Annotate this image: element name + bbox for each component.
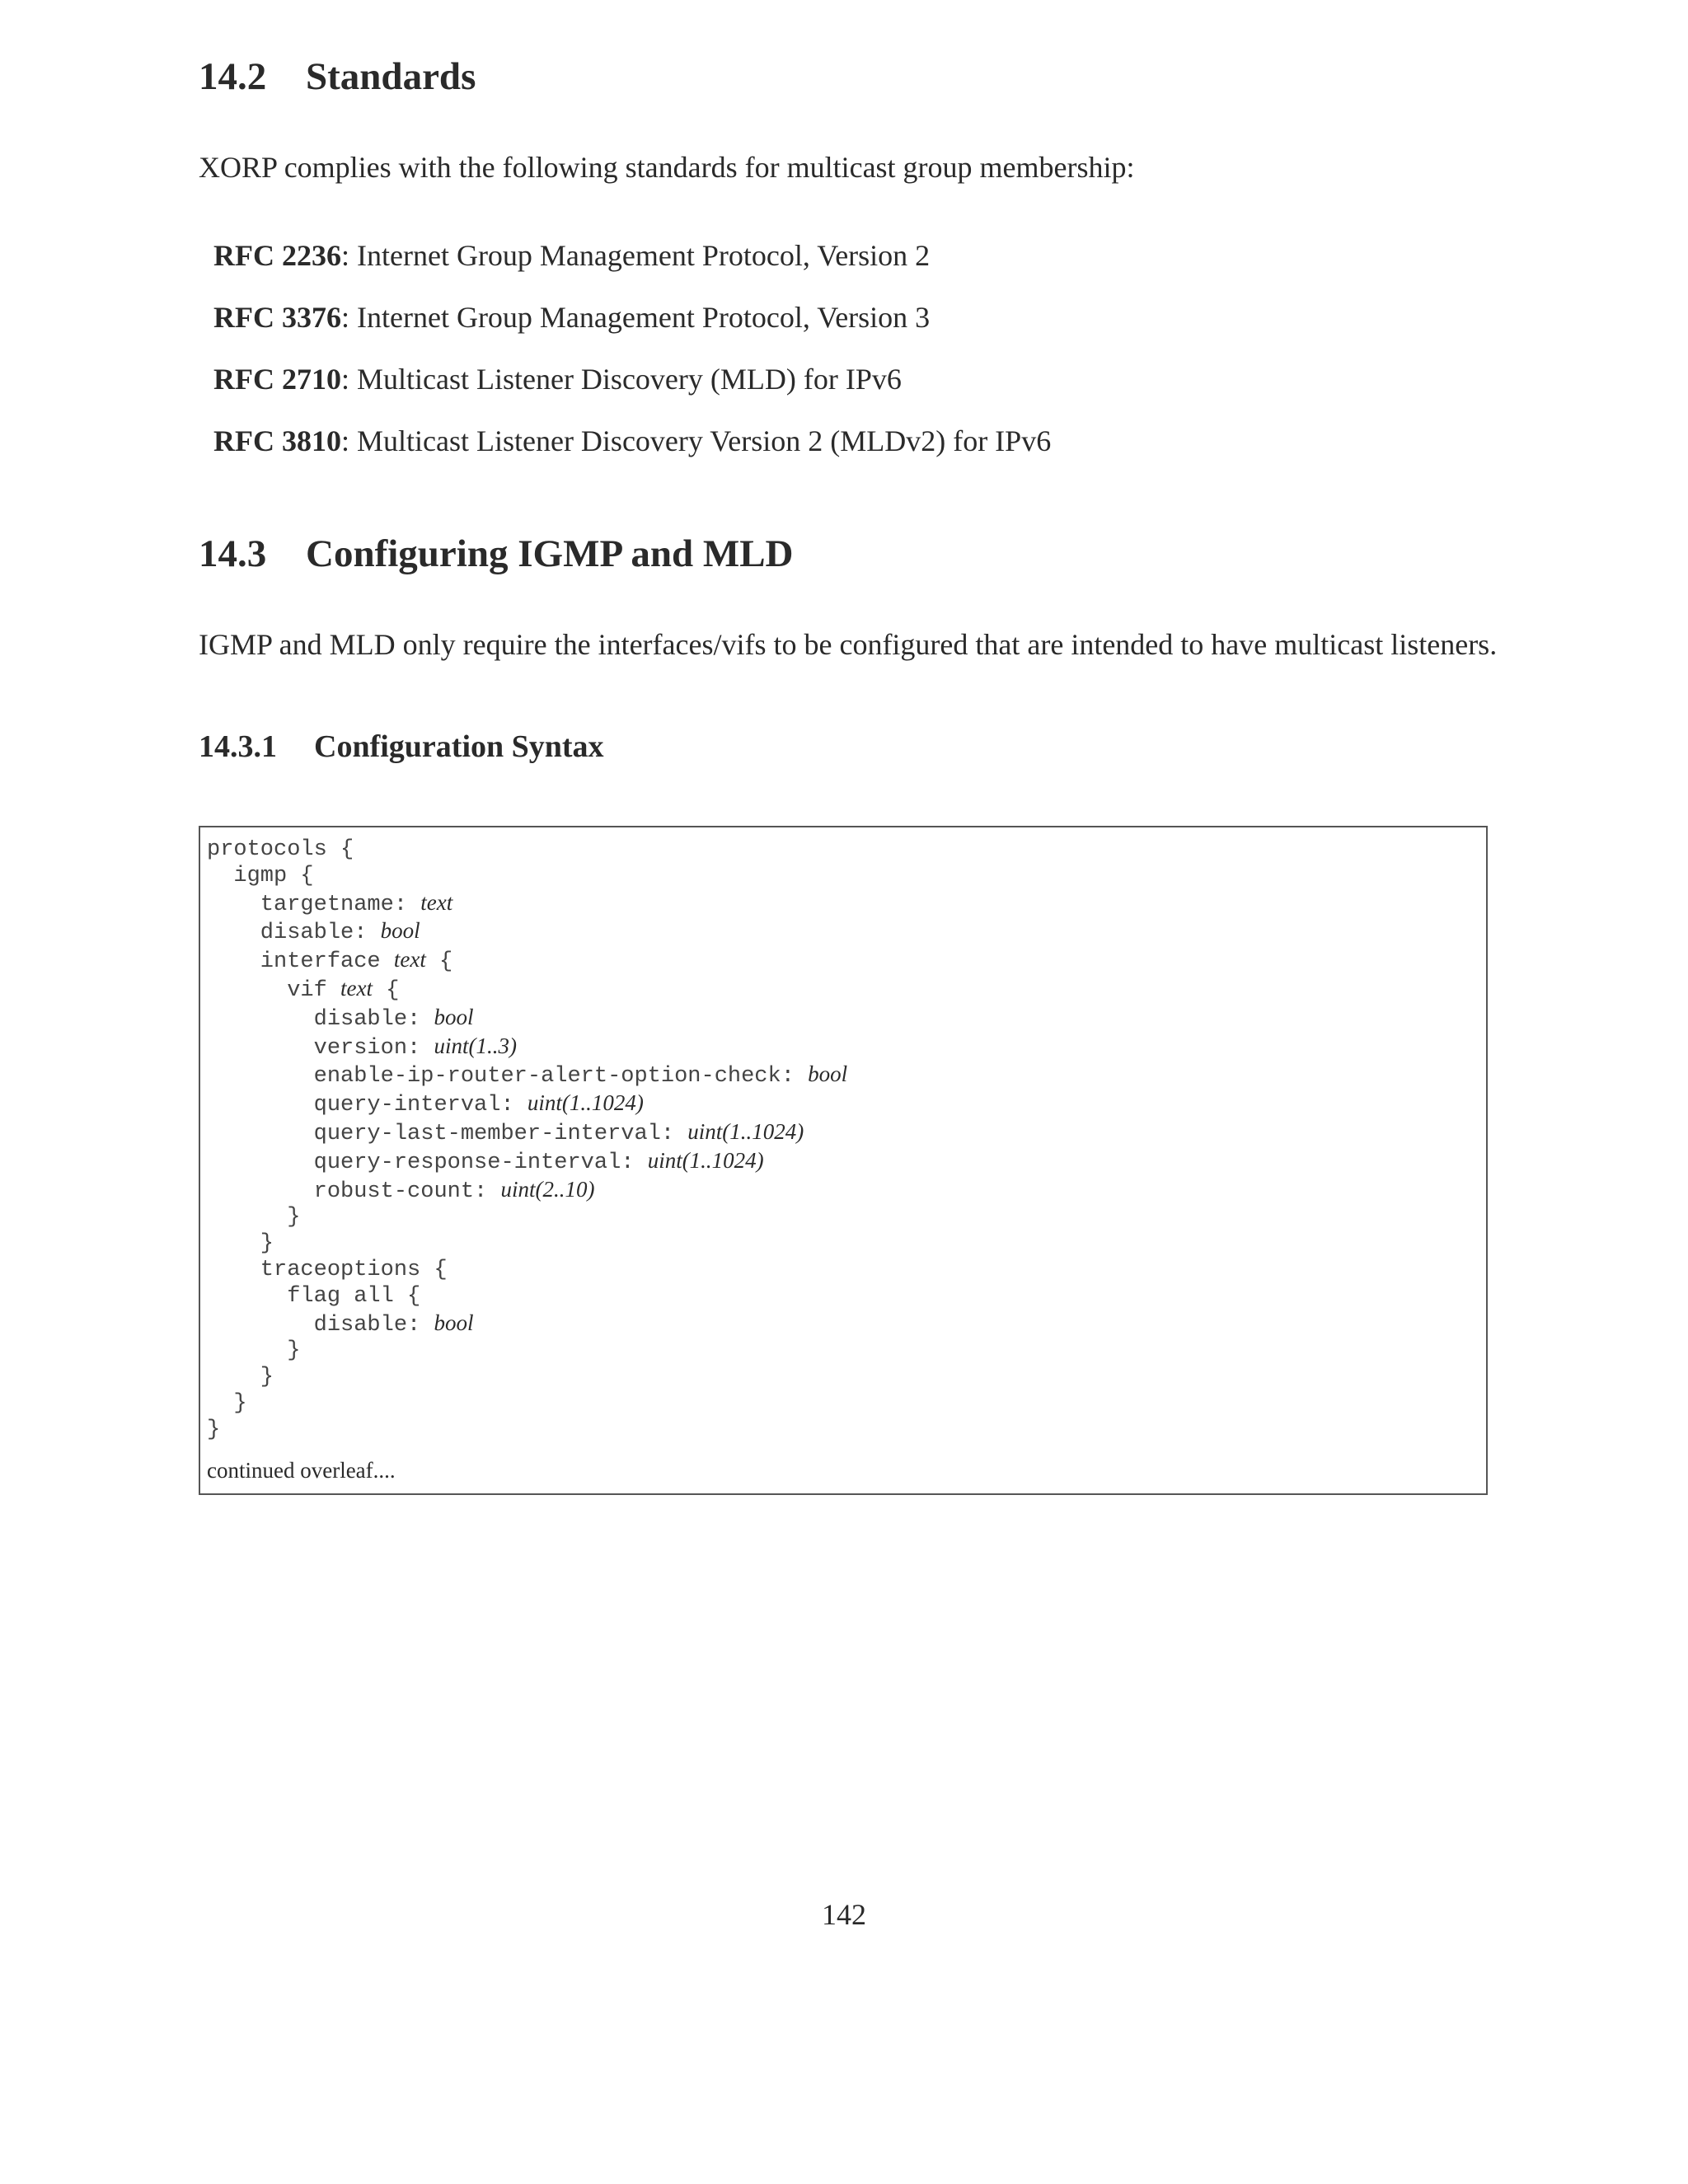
code-brace: { xyxy=(373,977,400,1003)
code-line xyxy=(207,864,847,890)
code-keyword: } xyxy=(207,1390,247,1416)
code-type: uint(2..10) xyxy=(500,1176,595,1202)
section-heading-configuring xyxy=(199,532,794,575)
code-keyword: query-interval: xyxy=(207,1093,528,1118)
code-type: uint(1..1024) xyxy=(527,1090,644,1116)
code-type: text xyxy=(393,947,426,972)
code-type: bool xyxy=(380,918,420,944)
code-keyword: } xyxy=(207,1338,301,1364)
code-line xyxy=(207,1338,847,1365)
code-type: bool xyxy=(434,1004,474,1029)
code-line xyxy=(207,1391,847,1418)
code-keyword: targetname: xyxy=(207,892,421,917)
code-keyword: query-response-interval: xyxy=(207,1150,648,1175)
code-type: uint(1..1024) xyxy=(687,1118,804,1144)
code-type: bool xyxy=(434,1310,474,1335)
code-line xyxy=(207,890,847,919)
config-syntax-box xyxy=(199,826,1488,1495)
code-line xyxy=(207,1148,847,1177)
config-code-block xyxy=(207,837,847,1444)
code-line xyxy=(207,1177,847,1206)
code-type: uint(1..3) xyxy=(434,1033,517,1058)
standard-item xyxy=(213,238,930,274)
code-line xyxy=(207,918,847,947)
code-line xyxy=(207,837,847,864)
code-keyword: disable: xyxy=(207,921,381,946)
code-line xyxy=(207,1284,847,1310)
code-line xyxy=(207,1062,847,1090)
rfc-id: RFC 2710 xyxy=(213,363,341,396)
subsection-number: 14.3.1 xyxy=(199,729,277,764)
code-line xyxy=(207,1418,847,1444)
code-line xyxy=(207,1205,847,1231)
code-keyword: } xyxy=(207,1365,274,1390)
code-line xyxy=(207,947,847,976)
code-brace: { xyxy=(425,949,453,975)
code-type: text xyxy=(340,975,373,1001)
continued-note: continued overleaf.... xyxy=(207,1458,396,1483)
code-line xyxy=(207,1005,847,1033)
code-keyword: } xyxy=(207,1205,301,1230)
code-keyword: vif xyxy=(207,977,341,1003)
config-paragraph: IGMP and MLD only require the interfaces/vifs to be configured that are intended to have multicast listeners. xyxy=(199,628,1498,661)
code-type: uint(1..1024) xyxy=(647,1147,764,1173)
code-type: text xyxy=(420,889,453,915)
intro-paragraph: XORP complies with the following standards for multicast group membership: xyxy=(199,151,1135,184)
rfc-id: RFC 3376 xyxy=(213,301,341,334)
page-number: 142 xyxy=(822,1898,866,1931)
rfc-description: : Internet Group Management Protocol, Version 3 xyxy=(341,301,931,334)
code-keyword: robust-count: xyxy=(207,1179,501,1204)
code-keyword: query-last-member-interval: xyxy=(207,1121,688,1146)
code-keyword: disable: xyxy=(207,1006,434,1032)
code-keyword: version: xyxy=(207,1035,434,1061)
code-line xyxy=(207,1258,847,1284)
rfc-description: : Internet Group Management Protocol, Version 2 xyxy=(341,239,931,272)
code-type: bool xyxy=(808,1062,848,1087)
code-line xyxy=(207,976,847,1005)
code-line xyxy=(207,1119,847,1148)
section-heading-standards xyxy=(199,55,476,98)
section-number: 14.3 xyxy=(199,532,267,575)
subsection-title: Configuration Syntax xyxy=(314,729,604,764)
standard-item xyxy=(213,300,930,335)
code-line xyxy=(207,1090,847,1119)
code-keyword: } xyxy=(207,1417,221,1442)
code-keyword: flag all { xyxy=(207,1283,421,1309)
subsection-heading-syntax xyxy=(199,731,604,762)
code-keyword: interface xyxy=(207,949,394,975)
code-line xyxy=(207,1231,847,1258)
code-keyword: igmp { xyxy=(207,863,314,888)
code-keyword: enable-ip-router-alert-option-check: xyxy=(207,1064,809,1090)
rfc-description: : Multicast Listener Discovery Version 2 (MLDv2) for IPv6 xyxy=(341,424,1052,457)
code-line xyxy=(207,1310,847,1339)
code-keyword: } xyxy=(207,1231,274,1257)
rfc-id: RFC 2236 xyxy=(213,239,341,272)
rfc-id: RFC 3810 xyxy=(213,424,341,457)
code-keyword: traceoptions { xyxy=(207,1257,448,1282)
code-keyword: protocols { xyxy=(207,837,354,862)
section-number: 14.2 xyxy=(199,55,267,98)
standard-item xyxy=(213,424,1051,459)
standard-item xyxy=(213,362,902,397)
section-title: Configuring IGMP and MLD xyxy=(306,532,794,575)
rfc-description: : Multicast Listener Discovery (MLD) for IPv6 xyxy=(341,363,902,396)
code-line xyxy=(207,1365,847,1391)
code-keyword: disable: xyxy=(207,1312,434,1338)
section-title: Standards xyxy=(306,55,476,98)
code-line xyxy=(207,1033,847,1062)
